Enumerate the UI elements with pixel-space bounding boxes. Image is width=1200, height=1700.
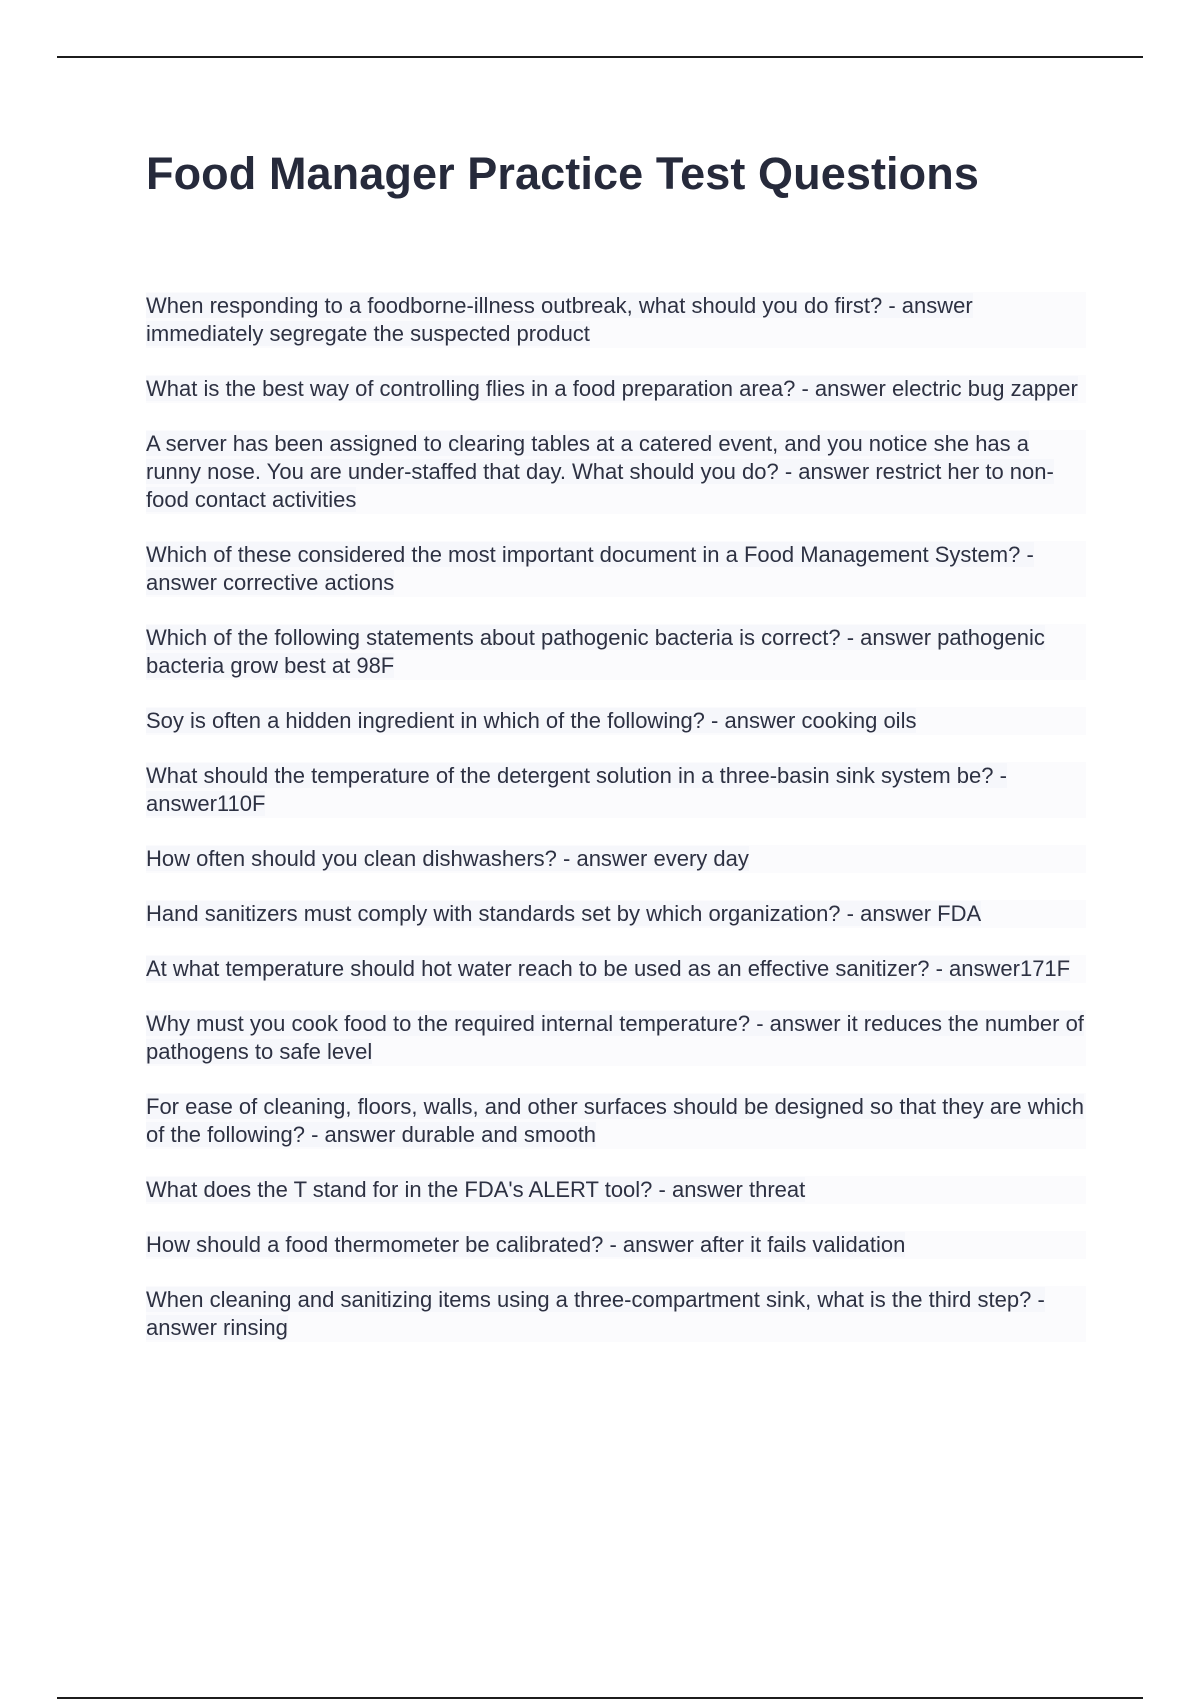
qa-item (146, 1231, 1086, 1259)
qa-list (146, 292, 1086, 1342)
qa-item (146, 541, 1086, 597)
qa-text: Why must you cook food to the required internal temperature? - answer it reduces the number of pathogens to safe level (146, 1011, 1084, 1064)
qa-item (146, 1176, 1086, 1204)
qa-item (146, 955, 1086, 983)
qa-item (146, 1286, 1086, 1342)
qa-text: What is the best way of controlling flies in a food preparation area? - answer electric bug zapper (146, 376, 1078, 401)
qa-item (146, 430, 1086, 514)
bottom-rule (57, 1697, 1143, 1699)
top-rule (57, 56, 1143, 58)
qa-text: What should the temperature of the detergent solution in a three-basin sink system be? - answer110F (146, 763, 1007, 816)
document-body (146, 140, 1086, 1369)
qa-item (146, 707, 1086, 735)
qa-item (146, 900, 1086, 928)
qa-item (146, 624, 1086, 680)
qa-text: When cleaning and sanitizing items using a three-compartment sink, what is the third step? - answer rinsing (146, 1287, 1045, 1340)
qa-item (146, 1010, 1086, 1066)
qa-item (146, 292, 1086, 348)
qa-item (146, 375, 1086, 403)
qa-text: Hand sanitizers must comply with standards set by which organization? - answer FDA (146, 901, 982, 926)
page-title: Food Manager Practice Test Questions (146, 148, 979, 199)
qa-text: For ease of cleaning, floors, walls, and other surfaces should be designed so that they are which of the following? - answer durable and smooth (146, 1094, 1084, 1147)
qa-text: How often should you clean dishwashers? - answer every day (146, 846, 749, 871)
qa-item (146, 1093, 1086, 1149)
qa-text: How should a food thermometer be calibrated? - answer after it fails validation (146, 1232, 906, 1257)
qa-item (146, 845, 1086, 873)
qa-text: At what temperature should hot water reach to be used as an effective sanitizer? - answer171F (146, 956, 1071, 981)
qa-text: Soy is often a hidden ingredient in which of the following? - answer cooking oils (146, 708, 917, 733)
qa-text: Which of these considered the most important document in a Food Management System? - answer corrective actions (146, 542, 1034, 595)
qa-text: What does the T stand for in the FDA's ALERT tool? - answer threat (146, 1177, 806, 1202)
qa-text: A server has been assigned to clearing tables at a catered event, and you notice she has a runny nose. You are under-staffed that day. What should you do? - answer restrict her to non-food contact activities (146, 431, 1054, 512)
qa-text: When responding to a foodborne-illness outbreak, what should you do first? - answer immediately segregate the suspected product (146, 293, 973, 346)
qa-text: Which of the following statements about pathogenic bacteria is correct? - answer pathogenic bacteria grow best at 98F (146, 625, 1045, 678)
qa-item (146, 762, 1086, 818)
